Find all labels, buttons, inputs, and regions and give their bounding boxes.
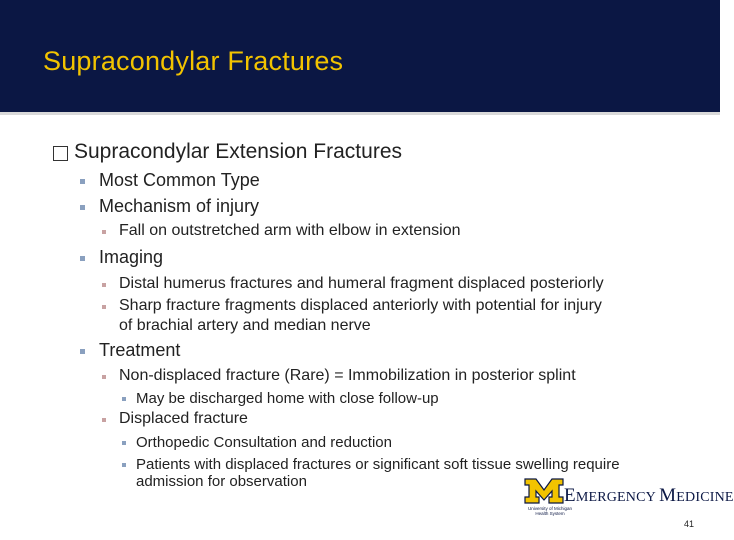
bullet-displaced-2: Patients with displaced fractures or significant soft tissue swelling require [136,456,620,473]
square-bullet-icon [80,349,85,354]
bullet-displaced: Displaced fracture [119,410,248,427]
square-bullet-icon [122,397,126,401]
square-bullet-icon [102,283,106,287]
logo-wordmark: EMERGENCY MEDICINE [564,485,734,506]
slide-title: Supracondylar Fractures [43,46,344,76]
bullet-displaced-1: Orthopedic Consultation and reduction [136,434,392,451]
square-bullet-icon [80,205,85,210]
emergency-medicine-logo [524,478,734,520]
bullet-displaced-2-cont: admission for observation [136,473,307,490]
bullet-nondisplaced-detail: May be discharged home with close follow-up [136,390,439,407]
square-bullet-icon [122,441,126,445]
bullet-most-common: Most Common Type [99,170,260,190]
bullet-imaging: Imaging [99,247,164,267]
title-divider [0,112,720,115]
bullet-imaging-2-cont: of brachial artery and median nerve [119,317,371,334]
bullet-mechanism-detail: Fall on outstretched arm with elbow in extension [119,222,461,239]
square-bullet-icon [80,256,85,261]
logo-subtext: University of Michigan Health System [527,506,572,516]
square-bullet-icon [102,305,106,309]
square-bullet-icon [122,463,126,467]
bullet-nondisplaced: Non-displaced fracture (Rare) = Immobilization in posterior splint [119,367,576,384]
bullet-imaging-2: Sharp fracture fragments displaced anteriorly with potential for injury [119,297,602,314]
block-m-icon [524,478,564,504]
square-bullet-icon [102,230,106,234]
square-bullet-icon [102,418,106,422]
bullet-mechanism: Mechanism of injury [99,196,260,216]
bullet-imaging-1: Distal humerus fractures and humeral fragment displaced posteriorly [119,275,604,292]
slide-number: 41 [683,519,694,529]
heading-extension-fractures: Supracondylar Extension Fractures [74,140,402,163]
bullet-treatment: Treatment [99,340,181,360]
square-bullet-icon [102,375,106,379]
square-bullet-icon [80,179,85,184]
checkbox-bullet-icon [53,146,68,161]
